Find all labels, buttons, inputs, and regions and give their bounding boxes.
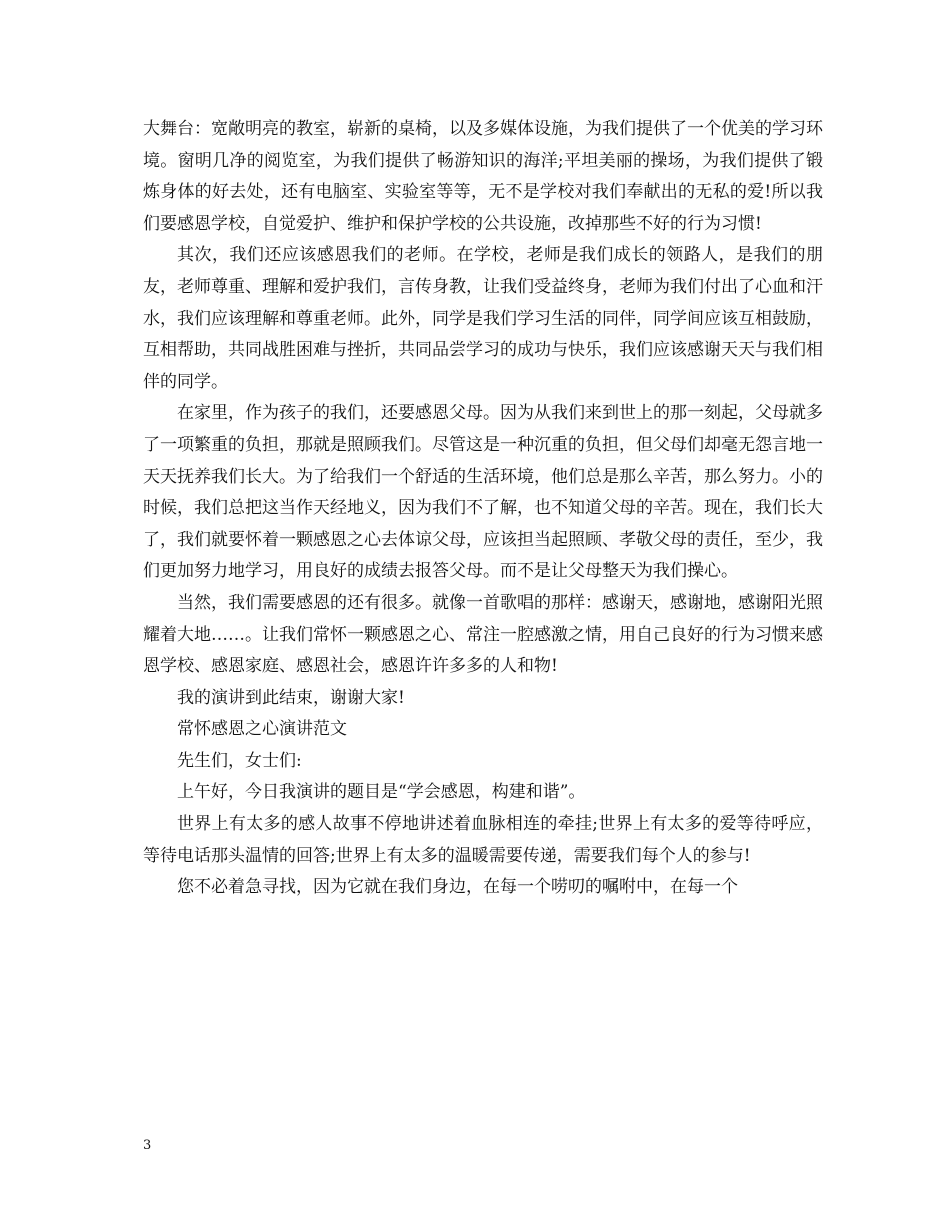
page-number: 3 [143, 1138, 152, 1153]
paragraph-teachers: 其次，我们还应该感恩我们的老师。在学校，老师是我们成长的领路人，是我们的朋友，老师尊重、理解和爱护我们，言传身教，让我们受益终身，老师为我们付出了心血和汗水，我们应该理解和尊重老师。此外，同学是我们学习生活的同伴，同学间应该互相鼓励，互相帮助，共同战胜困难与挫折，共同品尝学习的成功与快乐，我们应该感谢天天与我们相伴的同学。 [143, 245, 823, 392]
paragraph-gratitude: 当然，我们需要感恩的还有很多。就像一首歌唱的那样：感谢天，感谢地，感谢阳光照耀着大地……。让我们常怀一颗感恩之心、常注一腔感激之情，用自己良好的行为习惯来感恩学校、感恩家庭、感恩社会，感恩许许多多的人和物! [143, 592, 823, 677]
body-text [143, 114, 823, 904]
paragraph-search: 您不必着急寻找，因为它就在我们身边，在每一个唠叨的嘱咐中，在每一个 [177, 877, 738, 898]
paragraph-greeting: 上午好，今日我演讲的题目是“学会感恩，构建和谐”。 [177, 782, 586, 803]
paragraph-world: 世界上有太多的感人故事不停地讲述着血脉相连的牵挂;世界上有太多的爱等待呼应，等待电话那头温情的回答;世界上有太多的温暖需要传递，需要我们每个人的参与! [143, 814, 823, 866]
paragraph-closing: 我的演讲到此结束，谢谢大家! [177, 687, 405, 708]
paragraph-salutation: 先生们，女士们: [177, 750, 302, 771]
paragraph-school: 大舞台：宽敞明亮的教室，崭新的桌椅，以及多媒体设施，为我们提供了一个优美的学习环境。窗明几净的阅览室，为我们提供了畅游知识的海洋;平坦美丽的操场，为我们提供了锻炼身体的好去处，还有电脑室、实验室等等，无不是学校对我们奉献出的无私的爱!所以我们要感恩学校，自觉爱护、维护和保护学校的公共设施，改掉那些不好的行为习惯! [143, 119, 823, 234]
section-title: 常怀感恩之心演讲范文 [177, 719, 347, 740]
paragraph-parents: 在家里，作为孩子的我们，还要感恩父母。因为从我们来到世上的那一刻起，父母就多了一项繁重的负担，那就是照顾我们。尽管这是一种沉重的负担，但父母们却毫无怨言地一天天抚养我们长大。为了给我们一个舒适的生活环境，他们总是那么辛苦，那么努力。小的时候，我们总把这当作天经地义，因为我们不了解，也不知道父母的辛苦。现在，我们长大了，我们就要怀着一颗感恩之心去体谅父母，应该担当起照顾、孝敬父母的责任，至少，我们更加努力地学习，用良好的成绩去报答父母。而不是让父母整天为我们操心。 [143, 403, 823, 582]
